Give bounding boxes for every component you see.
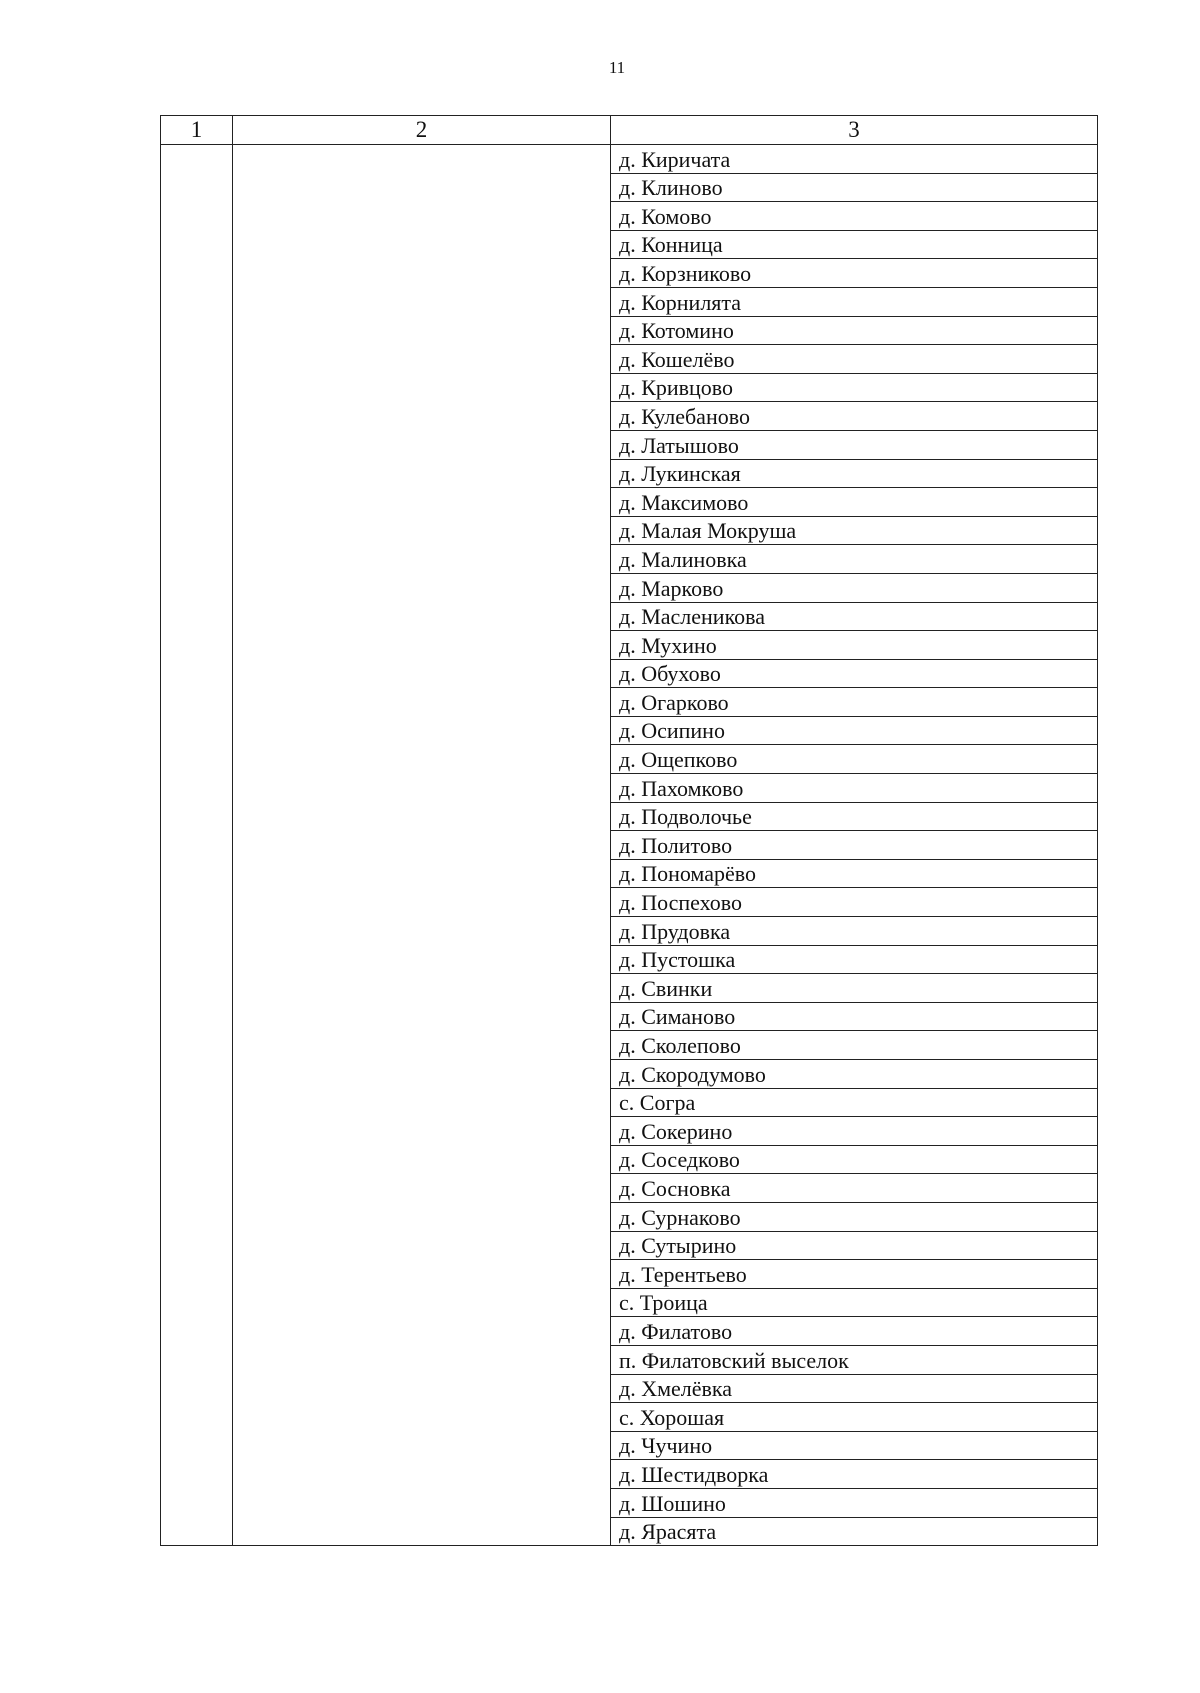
settlement-name-cell: д. Шестидворка	[611, 1460, 1098, 1489]
column-2-cell	[233, 145, 611, 1546]
settlement-name-cell: д. Кулебаново	[611, 402, 1098, 431]
page-number: 11	[608, 58, 626, 77]
settlement-name-cell: д. Симаново	[611, 1002, 1098, 1031]
settlement-name-cell: д. Латышово	[611, 430, 1098, 459]
settlement-name-cell: д. Сокерино	[611, 1117, 1098, 1146]
table-row	[161, 145, 1098, 174]
settlement-name-cell: д. Поспехово	[611, 888, 1098, 917]
settlement-name-cell: д. Хмелёвка	[611, 1374, 1098, 1403]
settlement-name-cell: д. Сурнаково	[611, 1202, 1098, 1231]
column-header-2: 2	[233, 116, 611, 145]
settlement-name-cell: д. Свинки	[611, 974, 1098, 1003]
settlement-name-cell: д. Пономарёво	[611, 859, 1098, 888]
settlement-name-cell: д. Корзниково	[611, 259, 1098, 288]
settlement-name-cell: д. Подволочье	[611, 802, 1098, 831]
settlement-name-cell: п. Филатовский выселок	[611, 1345, 1098, 1374]
settlement-name-cell: д. Ощепково	[611, 745, 1098, 774]
column-header-3: 3	[611, 116, 1098, 145]
settlement-name-cell: д. Чучино	[611, 1431, 1098, 1460]
settlement-name-cell: с. Согра	[611, 1088, 1098, 1117]
settlement-name-cell: д. Филатово	[611, 1317, 1098, 1346]
settlement-name-cell: д. Соседково	[611, 1145, 1098, 1174]
settlement-name-cell: д. Клиново	[611, 173, 1098, 202]
settlement-name-cell: д. Политово	[611, 831, 1098, 860]
settlement-name-cell: д. Масленикова	[611, 602, 1098, 631]
column-header-1: 1	[161, 116, 233, 145]
settlement-name-cell: д. Максимово	[611, 488, 1098, 517]
settlement-name-cell: д. Корнилята	[611, 287, 1098, 316]
settlement-name-cell: д. Сутырино	[611, 1231, 1098, 1260]
settlement-name-cell: с. Хорошая	[611, 1403, 1098, 1432]
settlement-name-cell: д. Кривцово	[611, 373, 1098, 402]
settlement-name-cell: д. Кошелёво	[611, 345, 1098, 374]
settlement-name-cell: д. Ярасята	[611, 1517, 1098, 1546]
settlement-name-cell: д. Прудовка	[611, 917, 1098, 946]
settlement-name-cell: д. Киричата	[611, 145, 1098, 174]
settlement-name-cell: д. Терентьево	[611, 1260, 1098, 1289]
settlement-name-cell: д. Обухово	[611, 659, 1098, 688]
settlement-name-cell: д. Котомино	[611, 316, 1098, 345]
settlements-table	[160, 115, 1098, 1546]
settlement-name-cell: д. Комово	[611, 202, 1098, 231]
settlement-name-cell: д. Лукинская	[611, 459, 1098, 488]
settlement-name-cell: д. Осипино	[611, 716, 1098, 745]
settlement-name-cell: с. Троица	[611, 1288, 1098, 1317]
settlement-name-cell: д. Скородумово	[611, 1060, 1098, 1089]
settlement-name-cell: д. Мухино	[611, 631, 1098, 660]
column-1-cell	[161, 145, 233, 1546]
settlement-name-cell: д. Сосновка	[611, 1174, 1098, 1203]
settlement-name-cell: д. Пахомково	[611, 774, 1098, 803]
table-body	[161, 145, 1098, 1546]
settlements-table-wrapper	[160, 115, 1097, 1546]
settlement-name-cell: д. Шошино	[611, 1488, 1098, 1517]
table-header-row	[161, 116, 1098, 145]
settlement-name-cell: д. Пустошка	[611, 945, 1098, 974]
settlement-name-cell: д. Сколепово	[611, 1031, 1098, 1060]
settlement-name-cell: д. Марково	[611, 573, 1098, 602]
settlement-name-cell: д. Малиновка	[611, 545, 1098, 574]
settlement-name-cell: д. Огарково	[611, 688, 1098, 717]
settlement-name-cell: д. Малая Мокруша	[611, 516, 1098, 545]
settlement-name-cell: д. Конница	[611, 230, 1098, 259]
